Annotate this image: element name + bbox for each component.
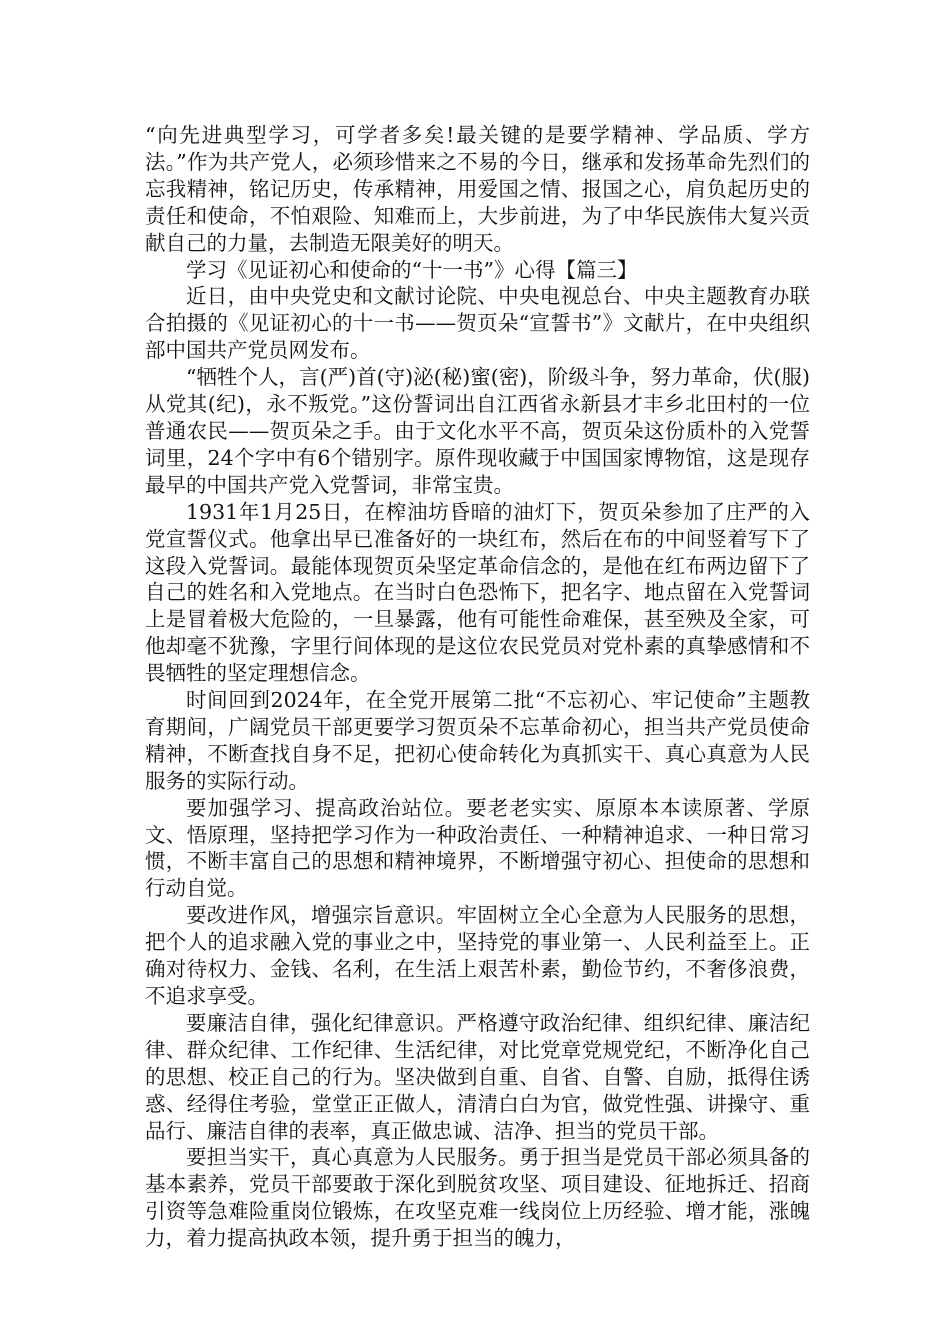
paragraph: 要改进作风，增强宗旨意识。牢固树立全心全意为人民服务的思想，把个人的追求融入党的事业之中，坚持党的事业第一、人民利益至上。正确对待权力、金钱、名利，在生活上艰苦朴素，勤俭节约，不奢侈浪费，不追求享受。 bbox=[145, 903, 810, 1008]
paragraph: 要廉洁自律，强化纪律意识。严格遵守政治纪律、组织纪律、廉洁纪律、群众纪律、工作纪律、生活纪律，对比党章党规党纪，不断净化自己的思想、校正自己的行为。坚决做到自重、自省、自警、自励，抵得住诱惑、经得住考验，堂堂正正做人，清清白白为官，做党性强、讲操守、重品行、廉洁自律的表率，真正做忠诚、洁净、担当的党员干部。 bbox=[145, 1010, 810, 1143]
document-page bbox=[145, 122, 810, 1252]
paragraph-intro: “向先进典型学习，可学者多矣!最关键的是要学精神、学品质、学方法。”作为共产党人，必须珍惜来之不易的今日，继承和发扬革命先烈们的忘我精神，铭记历史，传承精神，用爱国之情、报国之心，肩负起历史的责任和使命，不怕艰险、知难而上，大步前进，为了中华民族伟大复兴贡献自己的力量，去制造无限美好的明天。 bbox=[145, 123, 810, 255]
paragraph: “牺牲个人，言(严)首(守)泌(秘)蜜(密)，阶级斗争，努力革命，伏(服)从党其(纪)，永不叛党。”这份誓词出自江西省永新县才丰乡北田村的一位普通农民——贺页朵之手。由于文化水平不高，贺页朵这份质朴的入党誓词里，24个字中有6个错别字。原件现收藏于中国国家博物馆，这是现存最早的中国共产党入党誓词，非常宝贵。 bbox=[145, 365, 810, 497]
paragraph: 要担当实干，真心真意为人民服务。勇于担当是党员干部必须具备的基本素养，党员干部要敢于深化到脱贫攻坚、项目建设、征地拆迁、招商引资等急难险重岗位锻炼，在攻坚克难一线岗位上历经验、增才能，涨魄力，着力提高执政本领，提升勇于担当的魄力， bbox=[145, 1145, 810, 1251]
paragraph: 1931年1月25日，在榨油坊昏暗的油灯下，贺页朵参加了庄严的入党宣誓仪式。他拿出早已准备好的一块红布，然后在布的中间竖着写下了这段入党誓词。最能体现贺页朵坚定革命信念的，是他在红布两边留下了自己的姓名和入党地点。在当时白色恐怖下，把名字、地点留在入党誓词上是冒着极大危险的，一旦暴露，他有可能性命难保，甚至殃及全家，可他却毫不犹豫，字里行间体现的是这位农民党员对党朴素的真挚感情和不畏牺牲的坚定理想信念。 bbox=[145, 499, 810, 686]
section-heading: 学习《见证初心和使命的“十一书”》心得【篇三】 bbox=[186, 257, 638, 282]
paragraph: 时间回到2024年，在全党开展第二批“不忘初心、牢记使命”主题教育期间，广阔党员干部更要学习贺页朵不忘革命初心，担当共产党员使命精神，不断查找自身不足，把初心使命转化为真抓实干、真心真意为人民服务的实际行动。 bbox=[145, 688, 810, 793]
paragraph: 近日，由中央党史和文献讨论院、中央电视总台、中央主题教育办联合拍摄的《见证初心的十一书——贺页朵“宣誓书”》文献片，在中央组织部中国共产党员网发布。 bbox=[145, 284, 810, 363]
paragraph: 要加强学习、提高政治站位。要老老实实、原原本本读原著、学原文、悟原理，坚持把学习作为一种政治责任、一种精神追求、一种日常习惯，不断丰富自己的思想和精神境界，不断增强守初心、担使命的思想和行动自觉。 bbox=[145, 795, 810, 901]
